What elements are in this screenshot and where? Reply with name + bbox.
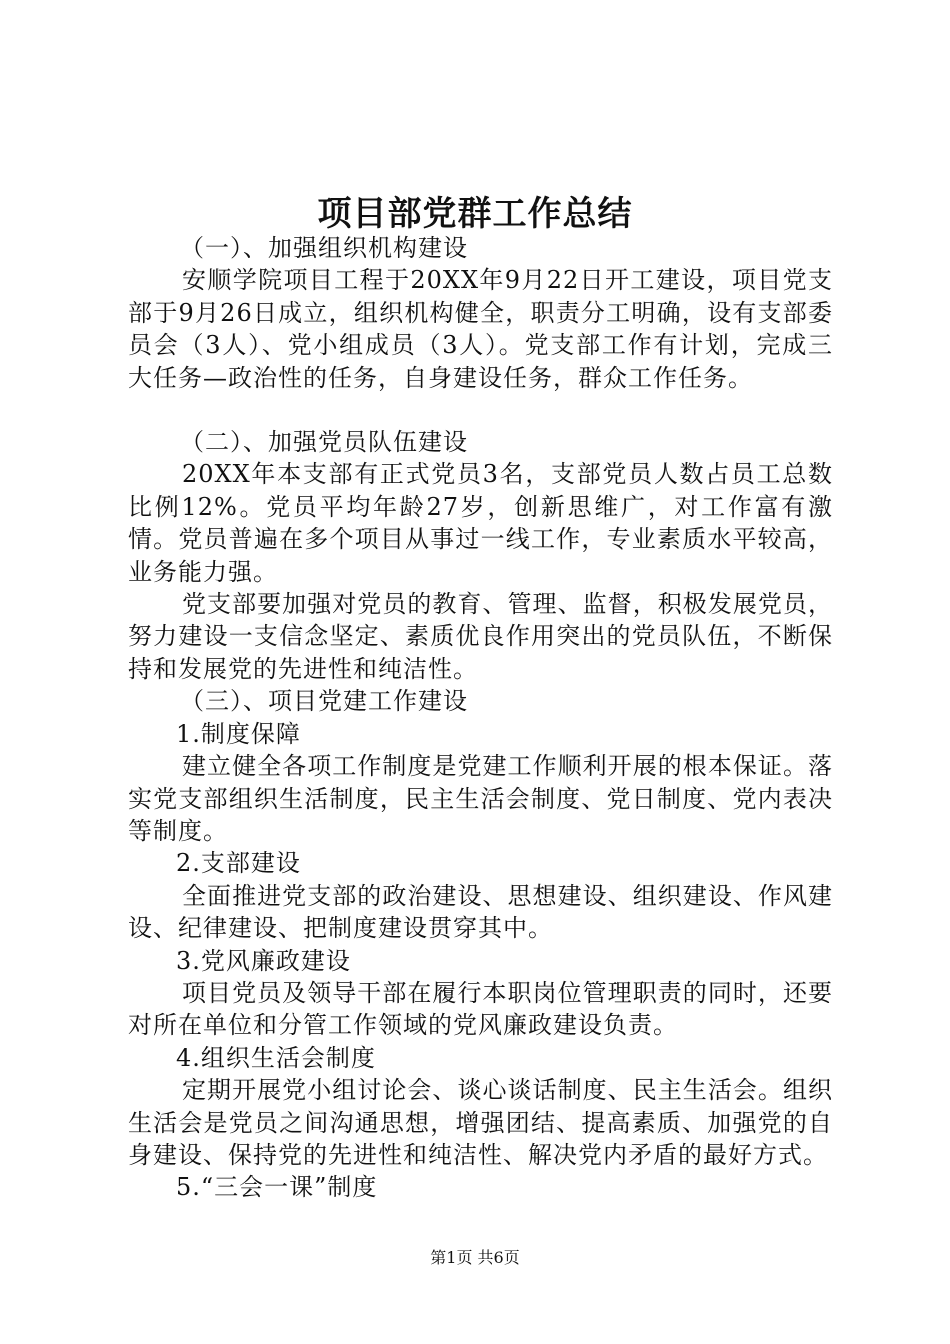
item-2-text: 全面推进党支部的政治建设、思想建设、组织建设、作风建设、纪律建设、把制度建设贯穿其中。 [128, 881, 833, 943]
item-4-text: 定期开展党小组讨论会、谈心谈话制度、民主生活会。组织生活会是党员之间沟通思想，增强团结、提高素质、加强党的自身建设、保持党的先进性和纯洁性、解决党内矛盾的最好方式。 [128, 1076, 833, 1169]
section-2-paragraph-2: 党支部要加强对党员的教育、管理、监督，积极发展党员，努力建设一支信念坚定、素质优良作用突出的党员队伍，不断保持和发展党的先进性和纯洁性。 [128, 590, 833, 683]
section-2-paragraph-1: 20XX年本支部有正式党员3名，支部党员人数占员工总数比例12%。党员平均年龄27岁，创新思维广，对工作富有激情。党员普遍在多个项目从事过一线工作，专业素质水平较高，业务能力强。 [128, 460, 833, 586]
section-heading-1: （一）、加强组织机构建设 [180, 234, 468, 262]
document-title: 项目部党群工作总结 [317, 194, 633, 234]
item-4-label: 4.组织生活会制度 [176, 1043, 376, 1072]
item-3-label: 3.党风廉政建设 [176, 946, 351, 975]
section-heading-2: （二）、加强党员队伍建设 [180, 428, 468, 457]
item-1-text: 建立健全各项工作制度是党建工作顺利开展的根本保证。落实党支部组织生活制度，民主生活会制度、党日制度、党内表决等制度。 [128, 752, 833, 845]
item-2-label: 2.支部建设 [176, 849, 301, 878]
document-body [128, 232, 833, 1204]
item-3-text: 项目党员及领导干部在履行本职岗位管理职责的同时，还要对所在单位和分管工作领域的党风廉政建设负责。 [128, 978, 833, 1040]
item-5-label: 5.“三会一课”制度 [176, 1173, 378, 1202]
page-footer: 第1页 共6页 [430, 1248, 520, 1267]
section-1-paragraph-1: 安顺学院项目工程于20XX年9月22日开工建设，项目党支部于9月26日成立，组织机构健全，职责分工明确，设有支部委员会（3人）、党小组成员（3人）。党支部工作有计划，完成三大任务—政治性的任务，自身建设任务，群众工作任务。 [128, 266, 833, 392]
section-heading-3: （三）、项目党建工作建设 [180, 687, 468, 716]
item-1-label: 1.制度保障 [176, 719, 301, 748]
blank-line [128, 394, 833, 426]
